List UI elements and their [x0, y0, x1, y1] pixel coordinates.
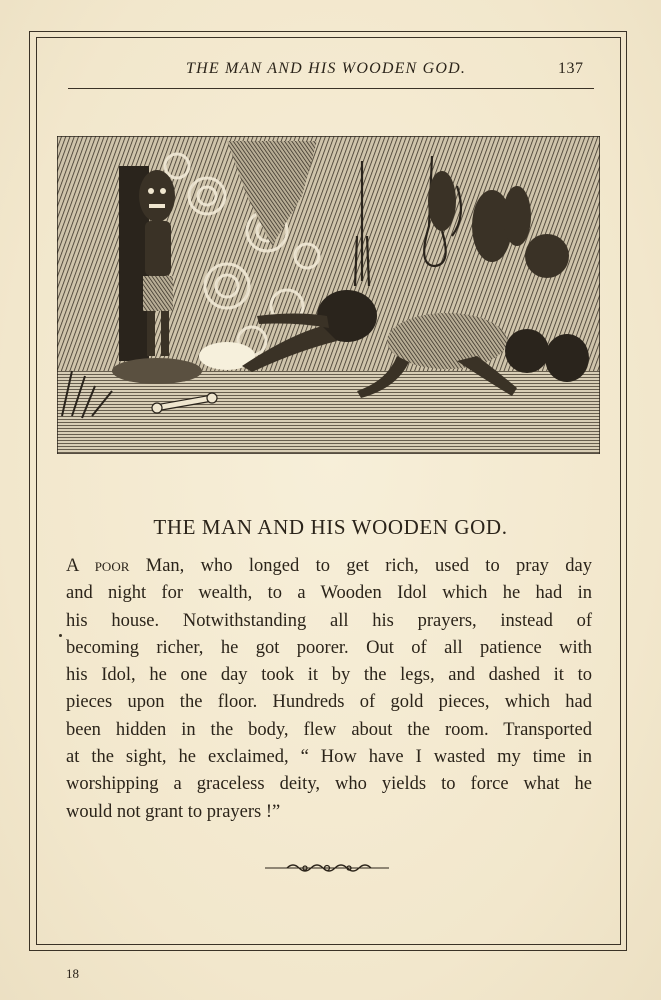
story-title: THE MAN AND HIS WOODEN GOD.	[153, 515, 508, 539]
floor	[57, 371, 600, 454]
running-head: THE MAN AND HIS WOODEN GOD.	[186, 60, 467, 77]
stone-base	[112, 358, 202, 384]
story-line-6: pieces upon the floor. Hundreds of gold pieces, which had	[66, 692, 592, 713]
story-line-3: his house. Notwithstanding all his prayers, instead of	[66, 610, 592, 631]
printer-signature: 18	[66, 966, 79, 981]
engraving-svg	[57, 136, 600, 454]
engraving-illustration	[57, 136, 600, 454]
story-line-7: been hidden in the body, flew about the room. Transported	[66, 719, 592, 740]
page-number: 137	[558, 60, 584, 77]
header-rule	[68, 88, 594, 89]
story-line-8: at the sight, he exclaimed, “ How have I wasted my time in	[66, 747, 592, 768]
tailpiece-ornament	[265, 861, 389, 879]
story-line-1	[66, 553, 592, 580]
stray-ink-dot	[59, 634, 62, 637]
story-line-5: his Idol, he one day took it by the legs, and dashed it to	[66, 665, 592, 686]
story-line-4: becoming richer, he got poorer. Out of all patience with	[66, 637, 592, 658]
story-line-1-text: Man, who longed to get rich, used to pray day	[129, 556, 592, 576]
story-line-9: worshipping a graceless deity, who yields to force what he	[66, 774, 592, 795]
story-body	[66, 553, 592, 826]
drop-words: A poor	[66, 556, 130, 576]
story-line-2: and night for wealth, to a Wooden Idol which he had in	[66, 583, 592, 604]
story-line-10: would not grant to prayers !”	[66, 801, 281, 822]
